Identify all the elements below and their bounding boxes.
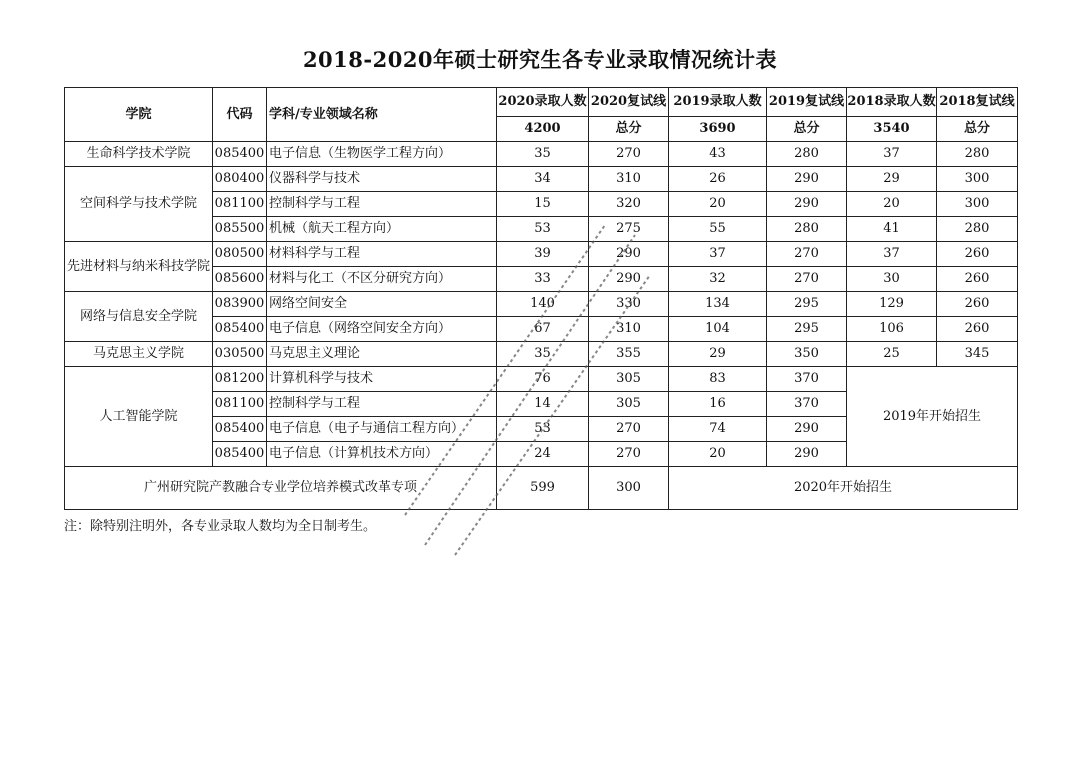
admitted-2019-cell: 32 xyxy=(669,267,767,292)
table-row xyxy=(65,292,1018,317)
line-2019-cell: 270 xyxy=(767,242,847,267)
line-2019-cell: 280 xyxy=(767,217,847,242)
line-2019-cell: 270 xyxy=(767,267,847,292)
admitted-2019-cell: 74 xyxy=(669,417,767,442)
admitted-2020-cell: 140 xyxy=(497,292,589,317)
code-cell: 081100 xyxy=(213,192,267,217)
score-label-2018: 总分 xyxy=(937,117,1018,142)
line-2020-cell: 330 xyxy=(589,292,669,317)
major-cell: 电子信息（网络空间安全方向） xyxy=(267,317,497,342)
line-2020-cell: 305 xyxy=(589,392,669,417)
admitted-2019-cell: 104 xyxy=(669,317,767,342)
code-cell: 080400 xyxy=(213,167,267,192)
header-adm2019: 2019录取人数 xyxy=(669,88,767,117)
admitted-2019-cell: 55 xyxy=(669,217,767,242)
special-admitted-2020-cell: 599 xyxy=(497,467,589,510)
admitted-2020-cell: 34 xyxy=(497,167,589,192)
major-cell: 电子信息（生物医学工程方向） xyxy=(267,142,497,167)
admitted-2018-cell: 129 xyxy=(847,292,937,317)
line-2019-cell: 290 xyxy=(767,192,847,217)
code-cell: 085600 xyxy=(213,267,267,292)
line-2020-cell: 290 xyxy=(589,242,669,267)
header-major: 学科/专业领域名称 xyxy=(267,88,497,142)
code-cell: 085500 xyxy=(213,217,267,242)
code-cell: 081200 xyxy=(213,367,267,392)
table-row xyxy=(65,242,1018,267)
line-2020-cell: 310 xyxy=(589,317,669,342)
special-line-2020-cell: 300 xyxy=(589,467,669,510)
major-cell: 控制科学与工程 xyxy=(267,392,497,417)
table-row xyxy=(65,342,1018,367)
line-2019-cell: 370 xyxy=(767,367,847,392)
admitted-2020-cell: 76 xyxy=(497,367,589,392)
line-2018-cell: 300 xyxy=(937,167,1018,192)
line-2019-cell: 290 xyxy=(767,167,847,192)
admitted-2018-cell: 106 xyxy=(847,317,937,342)
admitted-2020-cell: 53 xyxy=(497,217,589,242)
line-2019-cell: 350 xyxy=(767,342,847,367)
admitted-2020-cell: 53 xyxy=(497,417,589,442)
code-cell: 085400 xyxy=(213,442,267,467)
page-title: 2018-2020年硕士研究生各专业录取情况统计表 xyxy=(302,47,778,72)
table-row xyxy=(65,367,1018,392)
admitted-2019-cell: 16 xyxy=(669,392,767,417)
line-2018-cell: 260 xyxy=(937,242,1018,267)
score-label-2020: 总分 xyxy=(589,117,669,142)
major-cell: 机械（航天工程方向） xyxy=(267,217,497,242)
admitted-2018-cell: 25 xyxy=(847,342,937,367)
major-cell: 电子信息（计算机技术方向） xyxy=(267,442,497,467)
line-2020-cell: 310 xyxy=(589,167,669,192)
admitted-2019-cell: 134 xyxy=(669,292,767,317)
college-cell: 生命科学技术学院 xyxy=(65,142,213,167)
admitted-2020-cell: 33 xyxy=(497,267,589,292)
admitted-2018-cell: 30 xyxy=(847,267,937,292)
admitted-2018-cell: 29 xyxy=(847,167,937,192)
admitted-2019-cell: 20 xyxy=(669,192,767,217)
major-cell: 网络空间安全 xyxy=(267,292,497,317)
line-2018-cell: 260 xyxy=(937,317,1018,342)
major-cell: 电子信息（电子与通信工程方向） xyxy=(267,417,497,442)
line-2018-cell: 280 xyxy=(937,142,1018,167)
score-label-2019: 总分 xyxy=(767,117,847,142)
admitted-2020-cell: 24 xyxy=(497,442,589,467)
special-label-cell: 广州研究院产教融合专业学位培养模式改革专项 xyxy=(65,467,497,510)
admitted-2018-cell: 37 xyxy=(847,142,937,167)
major-cell: 马克思主义理论 xyxy=(267,342,497,367)
line-2020-cell: 270 xyxy=(589,417,669,442)
line-2019-cell: 280 xyxy=(767,142,847,167)
line-2020-cell: 290 xyxy=(589,267,669,292)
line-2018-cell: 260 xyxy=(937,267,1018,292)
admitted-2019-cell: 43 xyxy=(669,142,767,167)
line-2019-cell: 290 xyxy=(767,442,847,467)
college-cell: 空间科学与技术学院 xyxy=(65,167,213,242)
admission-table xyxy=(64,87,1018,510)
admitted-2020-cell: 15 xyxy=(497,192,589,217)
code-cell: 085400 xyxy=(213,142,267,167)
admitted-2018-cell: 41 xyxy=(847,217,937,242)
total-2018: 3540 xyxy=(847,117,937,142)
line-2020-cell: 320 xyxy=(589,192,669,217)
total-2019: 3690 xyxy=(669,117,767,142)
admitted-2019-cell: 20 xyxy=(669,442,767,467)
college-cell: 人工智能学院 xyxy=(65,367,213,467)
code-cell: 030500 xyxy=(213,342,267,367)
admitted-2020-cell: 67 xyxy=(497,317,589,342)
admitted-2020-cell: 14 xyxy=(497,392,589,417)
major-cell: 计算机科学与技术 xyxy=(267,367,497,392)
college-cell: 先进材料与纳米科技学院 xyxy=(65,242,213,292)
header-adm2018: 2018录取人数 xyxy=(847,88,937,117)
major-cell: 控制科学与工程 xyxy=(267,192,497,217)
code-cell: 081100 xyxy=(213,392,267,417)
admitted-2019-cell: 29 xyxy=(669,342,767,367)
admitted-2020-cell: 35 xyxy=(497,342,589,367)
line-2020-cell: 275 xyxy=(589,217,669,242)
code-cell: 080500 xyxy=(213,242,267,267)
table-row xyxy=(65,142,1018,167)
table-row xyxy=(65,167,1018,192)
admitted-2020-cell: 35 xyxy=(497,142,589,167)
line-2018-cell: 260 xyxy=(937,292,1018,317)
college-cell: 马克思主义学院 xyxy=(65,342,213,367)
line-2018-cell: 345 xyxy=(937,342,1018,367)
line-2019-cell: 290 xyxy=(767,417,847,442)
code-cell: 083900 xyxy=(213,292,267,317)
code-cell: 085400 xyxy=(213,317,267,342)
admitted-2019-cell: 83 xyxy=(669,367,767,392)
code-cell: 085400 xyxy=(213,417,267,442)
line-2019-cell: 295 xyxy=(767,317,847,342)
special-note-cell: 2020年开始招生 xyxy=(669,467,1018,510)
line-2020-cell: 305 xyxy=(589,367,669,392)
total-2020: 4200 xyxy=(497,117,589,142)
header-college: 学院 xyxy=(65,88,213,142)
header-line2018: 2018复试线 xyxy=(937,88,1018,117)
major-cell: 材料科学与工程 xyxy=(267,242,497,267)
major-cell: 仪器科学与技术 xyxy=(267,167,497,192)
line-2019-cell: 370 xyxy=(767,392,847,417)
line-2018-cell: 280 xyxy=(937,217,1018,242)
college-cell: 网络与信息安全学院 xyxy=(65,292,213,342)
header-adm2020: 2020录取人数 xyxy=(497,88,589,117)
header-line2019: 2019复试线 xyxy=(767,88,847,117)
line-2020-cell: 270 xyxy=(589,442,669,467)
admitted-2020-cell: 39 xyxy=(497,242,589,267)
major-cell: 材料与化工（不区分研究方向） xyxy=(267,267,497,292)
admitted-2019-cell: 37 xyxy=(669,242,767,267)
line-2019-cell: 295 xyxy=(767,292,847,317)
admitted-2018-cell: 20 xyxy=(847,192,937,217)
line-2018-cell: 300 xyxy=(937,192,1018,217)
header-code: 代码 xyxy=(213,88,267,142)
line-2020-cell: 355 xyxy=(589,342,669,367)
note-2018-cell: 2019年开始招生 xyxy=(847,367,1018,467)
line-2020-cell: 270 xyxy=(589,142,669,167)
footnote: 注：除特别注明外，各专业录取人数均为全日制考生。 xyxy=(64,519,377,534)
admitted-2018-cell: 37 xyxy=(847,242,937,267)
header-line2020: 2020复试线 xyxy=(589,88,669,117)
special-row xyxy=(65,467,1018,510)
admitted-2019-cell: 26 xyxy=(669,167,767,192)
header-row xyxy=(65,88,1018,117)
